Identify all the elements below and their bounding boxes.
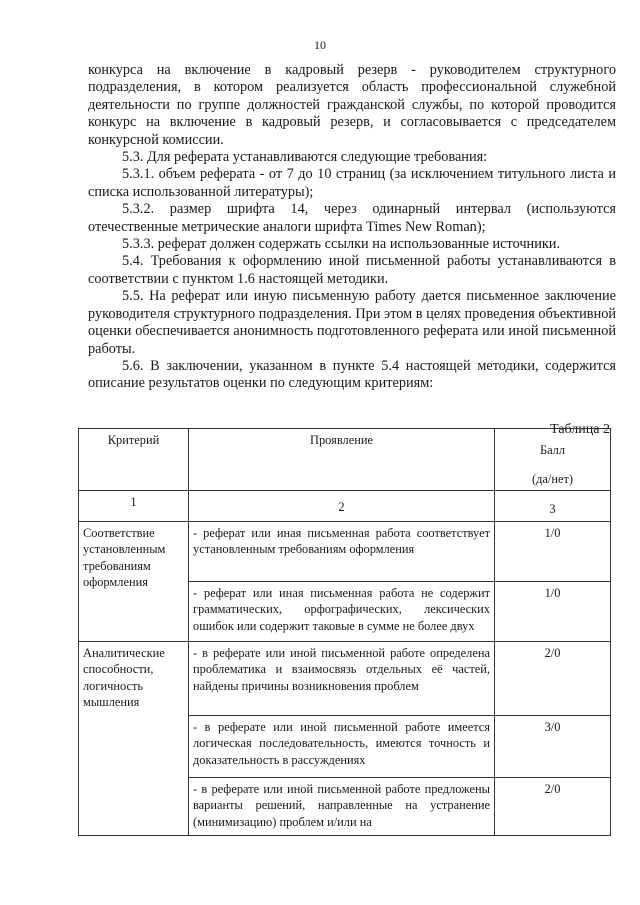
table-row — [79, 521, 611, 581]
column-number: 1 — [79, 491, 189, 522]
column-number: 2 — [189, 491, 495, 522]
header-criterion: Критерий — [79, 429, 189, 491]
paragraph: 5.3. Для реферата устанавливаются следующие требования: — [122, 149, 488, 166]
paragraph: конкурса на включение в кадровый резерв - руководителем структурного подразделения, в котором реализуется область профессиональной служебной деятельности по группе должностей гражданской службы, по которой проводится конкурс на включение в кадровый резерв, и согласовывается с председателем конкурсной комиссии. — [88, 62, 616, 148]
score-cell: 1/0 — [495, 581, 611, 641]
page-number: 10 — [314, 38, 326, 52]
score-cell: 2/0 — [495, 777, 611, 835]
manifestation-cell: - в реферате или иной письменной работе имеется логическая последовательность, имеются точность и доказательность в рассуждениях — [189, 715, 495, 777]
manifestation-cell: - в реферате или иной письменной работе определена проблематика и взаимосвязь отдельных её частей, найдены причины возникновения проблем — [189, 641, 495, 715]
column-number: 3 — [495, 491, 611, 522]
criterion-cell: Соответствие установленным требованиям оформления — [79, 521, 189, 641]
table-caption: Таблица 2 — [550, 422, 610, 437]
paragraph: 5.3.2. размер шрифта 14, через одинарный интервал (используются отечественные метрические аналоги шрифта Times New Roman); — [88, 201, 616, 235]
body-text — [88, 62, 616, 393]
score-cell: 3/0 — [495, 715, 611, 777]
manifestation-cell: - в реферате или иной письменной работе предложены варианты решений, направленные на устранение (минимизацию) проблем и/или на — [189, 777, 495, 835]
paragraph: 5.5. На реферат или иную письменную работу дается письменное заключение руководителя структурного подразделения. При этом в целях проведения объективной оценки обеспечивается анонимность подготовленного реферата или иной письменной работы. — [88, 288, 617, 357]
manifestation-cell: - реферат или иная письменная работа не содержит грамматических, орфографических, лексических ошибок или содержит таковые в сумме не более двух — [189, 581, 495, 641]
paragraph: 5.4. Требования к оформлению иной письменной работы устанавливаются в соответствии с пунктом 1.6 настоящей методики. — [88, 253, 616, 287]
criterion-cell: Аналитические способности, логичность мышления — [79, 641, 189, 835]
paragraph: 5.3.1. объем реферата - от 7 до 10 страниц (за исключением титульного листа и списка использованной литературы); — [88, 166, 616, 200]
table-number-row — [79, 491, 611, 522]
header-score-label: Балл — [539, 443, 566, 457]
header-score-sublabel: (да/нет) — [531, 471, 574, 486]
manifestation-cell: - реферат или иная письменная работа соответствует установленным требованиям оформления — [189, 521, 495, 581]
criteria-table — [78, 428, 611, 836]
score-cell: 2/0 — [495, 641, 611, 715]
header-score — [495, 429, 611, 491]
paragraph: 5.3.3. реферат должен содержать ссылки на использованные источники. — [122, 236, 561, 253]
paragraph: 5.6. В заключении, указанном в пункте 5.4 настоящей методики, содержится описание результатов оценки по следующим критериям: — [88, 357, 616, 392]
table-row — [79, 641, 611, 715]
score-cell: 1/0 — [495, 521, 611, 581]
table-header-row — [79, 429, 611, 491]
header-manifestation: Проявление — [189, 429, 495, 491]
